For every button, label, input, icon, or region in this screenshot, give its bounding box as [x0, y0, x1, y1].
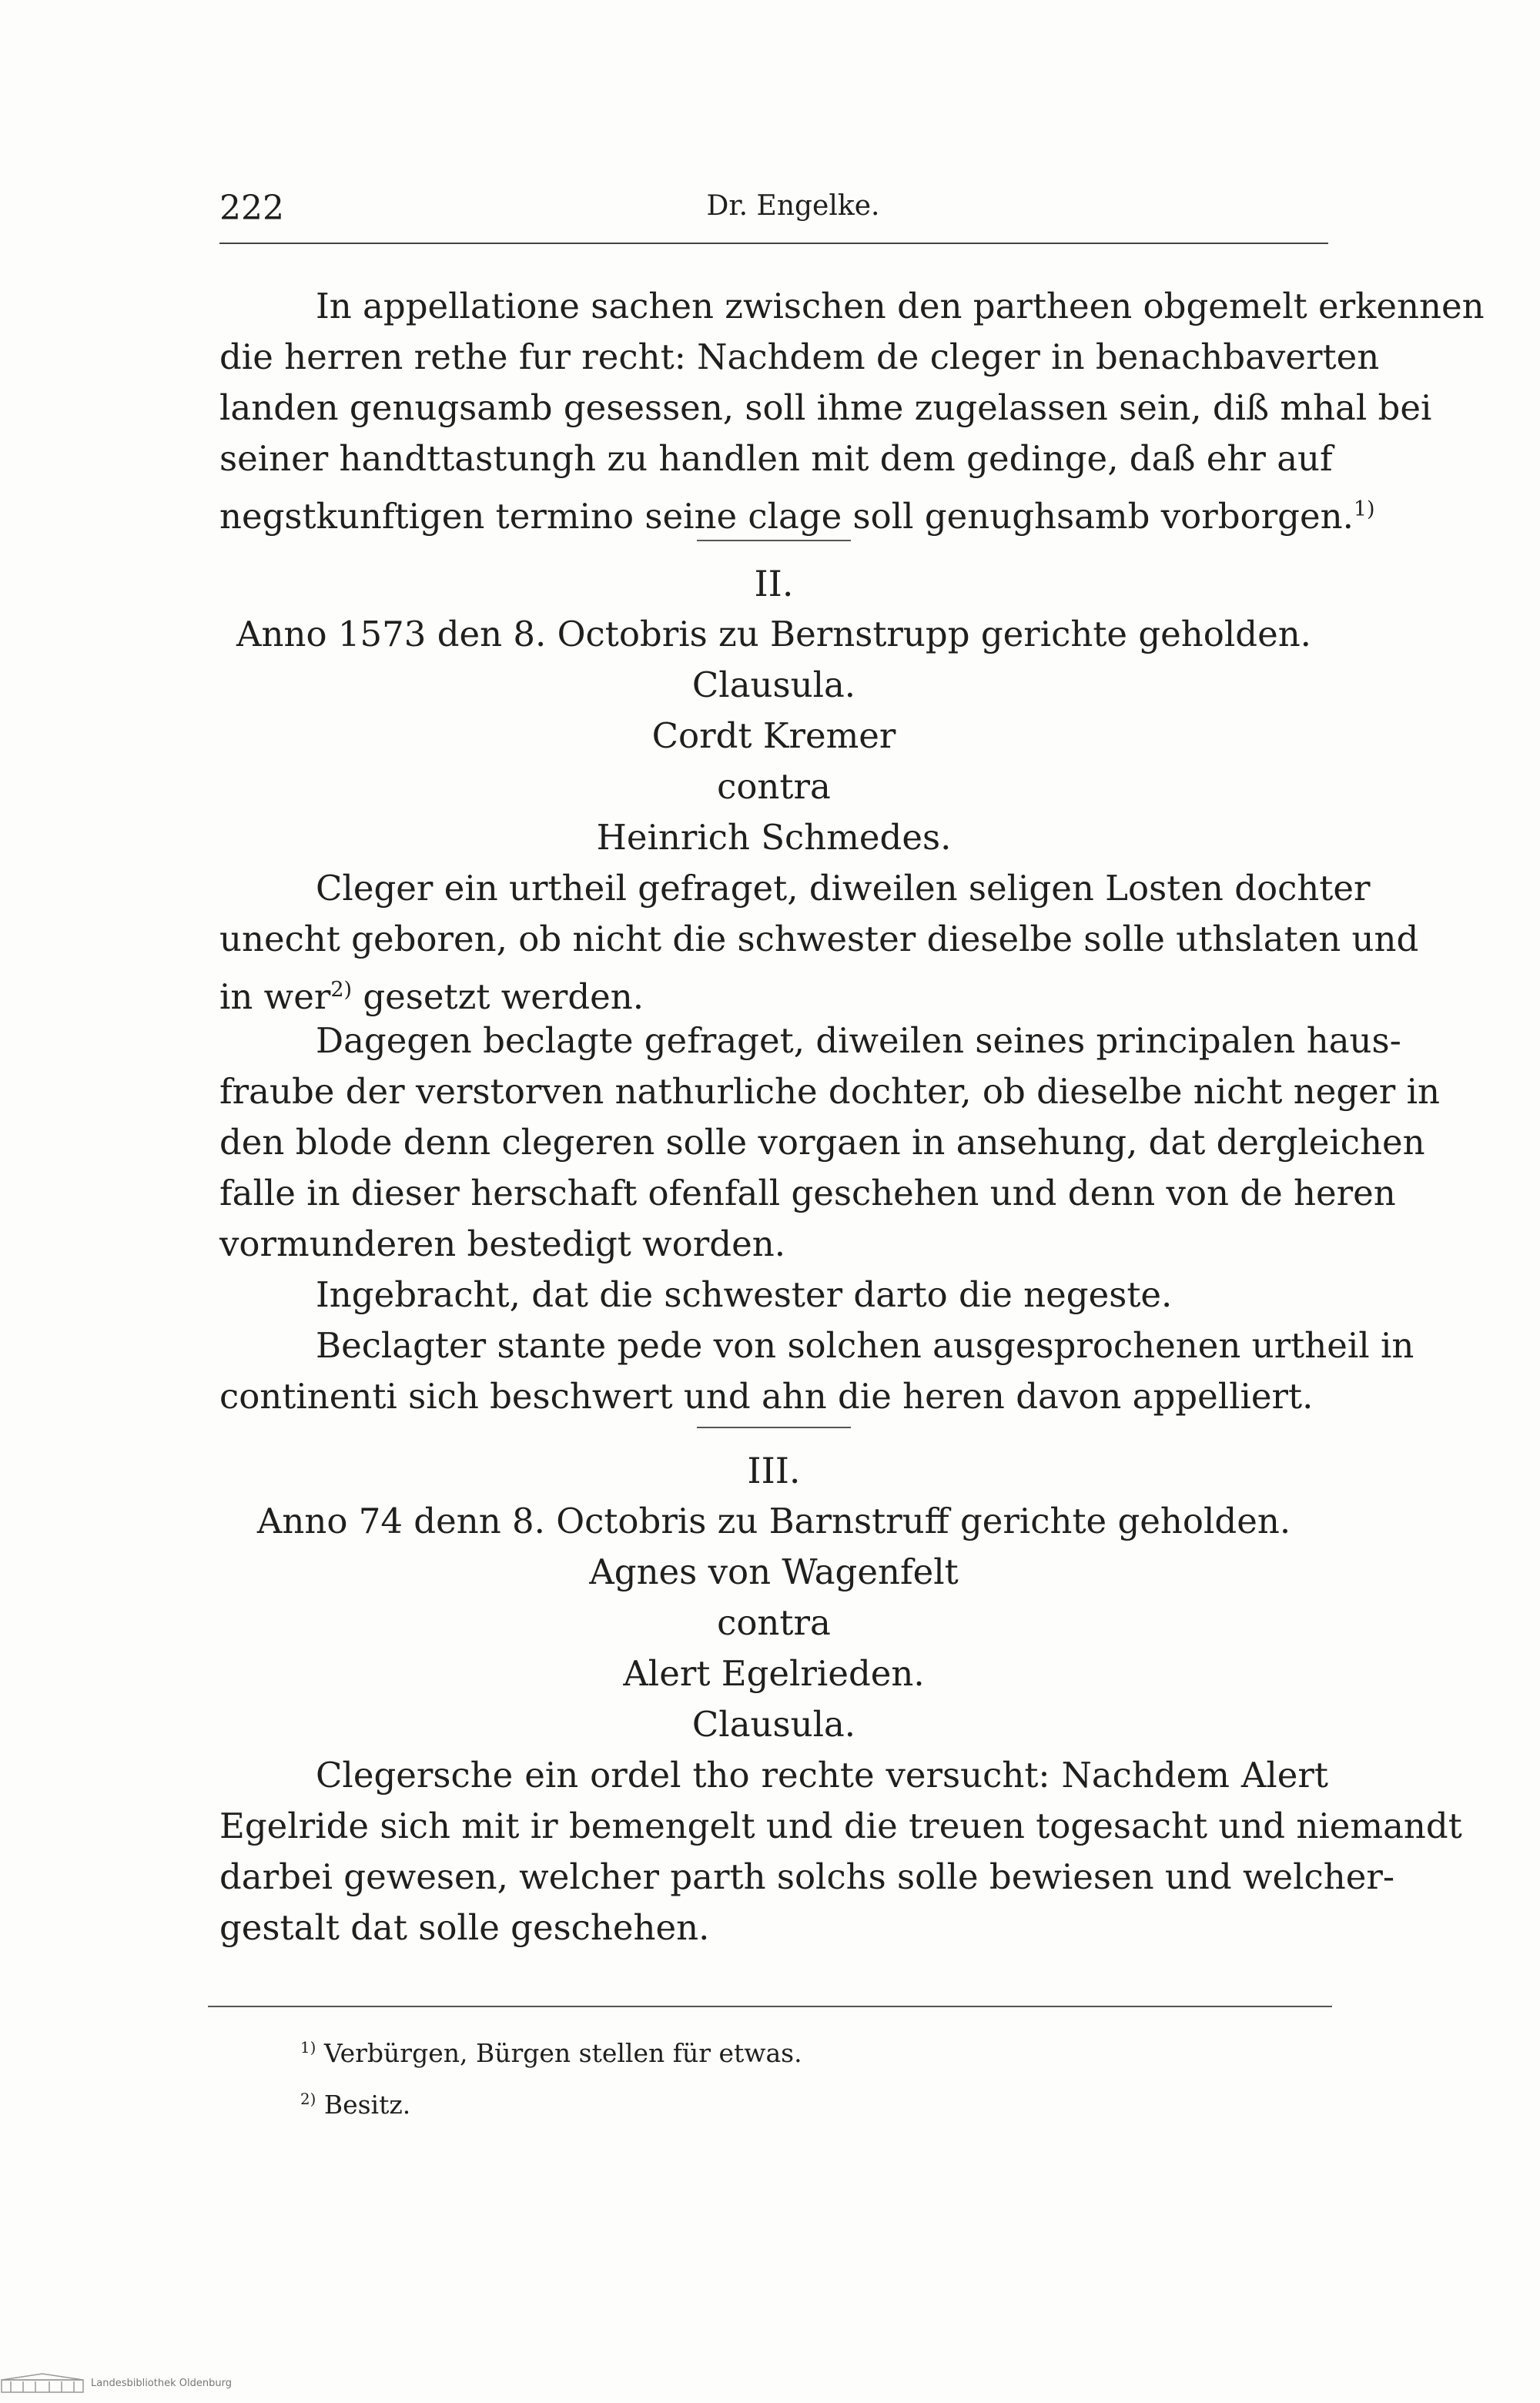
text-line: Ingebracht, dat die schwester darto die negeste. — [316, 1274, 1173, 1315]
footnote-text: Verbürgen, Bürgen stellen für etwas. — [323, 2038, 802, 2068]
text-line: vormunderen bestedigt worden. — [219, 1223, 786, 1264]
section-divider — [697, 540, 851, 541]
clausula-label: Clausula. — [691, 1704, 856, 1745]
library-name: Landesbibliothek Oldenburg — [91, 2377, 232, 2389]
text-line: Egelride sich mit ir bemengelt und die treuen togesacht und niemandt — [219, 1806, 1462, 1846]
text-line: Clegersche ein ordel tho rechte versucht: Nachdem Alert — [316, 1755, 1328, 1796]
text-fragment: gesetzt werden. — [352, 976, 644, 1017]
text-line: Dagegen beclagte gefraget, diweilen seines principalen haus- — [316, 1020, 1401, 1061]
text-line: fraube der verstorven nathurliche dochter, ob dieselbe nicht neger in — [219, 1071, 1440, 1112]
header-rule — [219, 243, 1328, 244]
footnote — [300, 2077, 802, 2128]
body-text — [219, 281, 1485, 1953]
contra-label: contra — [717, 1602, 831, 1643]
section-continuation — [219, 281, 1485, 537]
section-number: III. — [747, 1450, 801, 1491]
text-line: Beclagter stante pede von solchen ausgesprochenen urtheil in — [316, 1325, 1414, 1366]
footnote-ref: 1) — [1353, 497, 1375, 521]
section-ii — [219, 558, 1440, 1422]
text-line: Cleger ein urtheil gefraget, diweilen seligen Losten dochter — [316, 868, 1371, 909]
footnote-text: Besitz. — [323, 2090, 411, 2120]
text-line: unecht geboren, ob nicht die schwester dieselbe solle uthslaten und — [219, 919, 1419, 959]
section-divider — [697, 1427, 851, 1428]
text-line: darbei gewesen, welcher parth solchs solle bewiesen und welcher- — [219, 1856, 1395, 1897]
section-heading: Anno 1573 den 8. Octobris zu Bernstrupp gerichte geholden. — [236, 614, 1311, 654]
text-line: landen genugsamb gesessen, soll ihme zugelassen sein, diß mhal bei — [219, 387, 1432, 428]
section-iii — [219, 1445, 1462, 1953]
text-line: continenti sich beschwert und ahn die heren davon appelliert. — [219, 1376, 1314, 1417]
section-number: II. — [754, 563, 794, 604]
text-line: den blode denn clegeren solle vorgaen in ansehung, dat dergleichen — [219, 1122, 1425, 1163]
footnotes — [300, 2025, 802, 2128]
clausula-label: Clausula. — [691, 664, 856, 705]
contra-label: contra — [717, 766, 831, 807]
footnote-ref: 2) — [330, 978, 353, 1002]
section-heading: Anno 74 denn 8. Octobris zu Barnstruff gerichte geholden. — [256, 1501, 1291, 1541]
plaintiff-name: Cordt Kremer — [651, 715, 896, 756]
defendant-name: Alert Egelrieden. — [623, 1653, 925, 1694]
page-header — [219, 189, 1328, 235]
text-line — [219, 484, 1375, 537]
text-fragment: negstkunftigen termino seine clage soll genughsamb vorborgen. — [219, 496, 1354, 537]
plaintiff-name: Agnes von Wagenfelt — [589, 1551, 959, 1592]
footnote-rule — [208, 2006, 1332, 2007]
text-fragment: in wer — [219, 976, 331, 1017]
text-line: falle in dieser herschaft ofenfall geschehen und denn von de heren — [219, 1173, 1396, 1213]
running-head: Dr. Engelke. — [706, 190, 880, 222]
defendant-name: Heinrich Schmedes. — [596, 817, 952, 858]
library-building-icon — [0, 2372, 85, 2394]
footnote-mark: 2) — [300, 2090, 316, 2108]
text-line: In appellatione sachen zwischen den partheen obgemelt erkennen — [316, 286, 1485, 326]
text-line — [219, 965, 1328, 1016]
text-line: seiner handttastungh zu handlen mit dem gedinge, daß ehr auf — [219, 438, 1333, 479]
text-line: die herren rethe fur recht: Nachdem de cleger in benachbaverten — [219, 336, 1380, 377]
text-line: gestalt dat solle geschehen. — [219, 1907, 710, 1948]
library-footer — [0, 2371, 232, 2395]
footnote-mark: 1) — [300, 2039, 316, 2057]
page-number: 222 — [219, 189, 284, 228]
footnote — [300, 2025, 802, 2077]
